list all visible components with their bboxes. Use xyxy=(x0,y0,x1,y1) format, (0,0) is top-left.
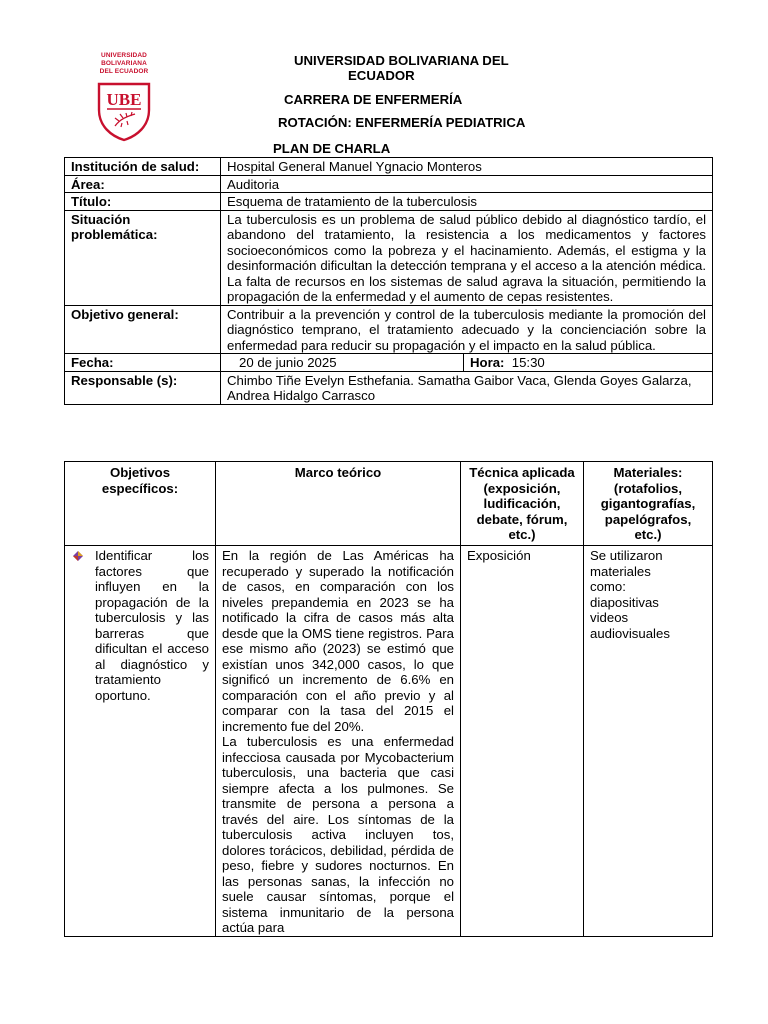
materials-line: diapositivas xyxy=(590,594,659,610)
logo-line-2: BOLIVARIANA xyxy=(101,60,147,67)
materials-line: materiales xyxy=(590,563,651,579)
table-header-row xyxy=(65,462,713,546)
time-cell xyxy=(464,354,713,372)
table-row xyxy=(65,175,713,193)
responsible-label: Responsable (s): xyxy=(65,371,221,404)
plan-table xyxy=(64,461,713,937)
date-label: Fecha: xyxy=(65,354,221,372)
university-name-line-1: UNIVERSIDAD BOLIVARIANA DEL xyxy=(294,53,509,68)
table-row xyxy=(65,193,713,211)
logo-acronym: UBE xyxy=(106,90,142,109)
table-row xyxy=(65,371,713,404)
header-technique: Técnica aplicada (exposición, ludificación, debate, fórum, etc.) xyxy=(461,462,584,546)
objective-text: Identificar los factores que influyen en la propagación de la tuberculosis y las barreras que dificultan el acceso al diagnóstico y tratamiento oportuno. xyxy=(95,548,209,703)
materials-line: audiovisuales xyxy=(590,625,670,641)
university-name-line-2: ECUADOR xyxy=(348,68,415,83)
date-value: 20 de junio 2025 xyxy=(221,354,464,372)
institution-value: Hospital General Manuel Ygnacio Monteros xyxy=(221,158,713,176)
area-label: Área: xyxy=(65,175,221,193)
technique-cell: Exposición xyxy=(461,546,584,937)
logo-line-3: DEL ECUADOR xyxy=(99,68,149,75)
materials-line: como: xyxy=(590,579,626,594)
info-table xyxy=(64,157,713,405)
situation-label: Situación problemática: xyxy=(65,210,221,305)
objective-value: Contribuir a la prevención y control de la tuberculosis mediante la promoción del diagnóstico temprano, el tratamiento adecuado y la concienciación sobre la enfermedad para reducir su propagación y el impacto en la salud pública. xyxy=(221,305,713,354)
area-value: Auditoria xyxy=(221,175,713,193)
framework-cell xyxy=(216,546,461,937)
materials-line: videos xyxy=(590,610,629,625)
time-value: 15:30 xyxy=(511,355,545,370)
rotation-title: ROTACIÓN: ENFERMERÍA PEDIATRICA xyxy=(278,115,526,130)
title-label: Título: xyxy=(65,193,221,211)
table-row xyxy=(65,158,713,176)
career-title: CARRERA DE ENFERMERÍA xyxy=(284,92,463,107)
table-row xyxy=(65,210,713,305)
shield-icon xyxy=(93,80,155,142)
university-logo xyxy=(90,52,158,142)
objective-cell xyxy=(65,546,216,937)
title-value: Esquema de tratamiento de la tuberculosis xyxy=(221,193,713,211)
materials-cell xyxy=(584,546,713,937)
institution-label: Institución de salud: xyxy=(65,158,221,176)
responsible-value: Chimbo Tiñe Evelyn Esthefania. Samatha Gaibor Vaca, Glenda Goyes Galarza, Andrea Hidalgo Carrasco xyxy=(221,371,713,404)
header-objectives: Objetivos específicos: xyxy=(65,462,216,546)
table-row xyxy=(65,546,713,937)
plan-title: PLAN DE CHARLA xyxy=(273,141,391,156)
materials-line: Se utilizaron xyxy=(590,548,663,563)
objective-label: Objetivo general: xyxy=(65,305,221,354)
time-label: Hora: xyxy=(470,355,505,370)
framework-paragraph-2: La tuberculosis es una enfermedad infecciosa causada por Mycobacterium tuberculosis, una bacteria que casi siempre afecta a los pulmones. Se transmite de persona a persona a través del aire. Los síntomas de la tuberculosis activa incluyen tos, dolores torácicos, debilidad, pérdida de peso, fiebre y sudores nocturnos. En las personas sanas, la infección no suele causar síntomas, porque el sistema inmunitario de la persona actúa para xyxy=(222,734,454,935)
table-row xyxy=(65,305,713,354)
header-framework: Marco teórico xyxy=(216,462,461,546)
situation-value: La tuberculosis es un problema de salud público debido al diagnóstico tardío, el abandono del tratamiento, la resistencia a los medicamentos y factores socioeconómicos como la pobreza y el hacinamiento. Además, el estigma y la desinformación dificultan la detección temprana y el acceso a la atención médica. La falta de recursos en los sistemas de salud agrava la situación, permitiendo la propagación de la enfermedad y el aumento de cepas resistentes. xyxy=(221,210,713,305)
diamond-bullet-icon xyxy=(73,551,83,561)
logo-line-1: UNIVERSIDAD xyxy=(101,52,147,59)
table-row xyxy=(65,354,713,372)
header-materials: Materiales: (rotafolios, gigantografías, papelógrafos, etc.) xyxy=(584,462,713,546)
framework-paragraph-1: En la región de Las Américas ha recuperado y superado la notificación de casos, en comparación con los niveles prepandemia en 2023 se ha notificado la cifra de casos más alta desde que la OMS tiene registros. Para ese mismo año (2023) se estimó que existían unos 342,000 casos, lo que significó un incremento de 6.6% en comparación con el año previo y al comparar con la tasa del 2015 el incremento fue del 20%. xyxy=(222,548,454,734)
